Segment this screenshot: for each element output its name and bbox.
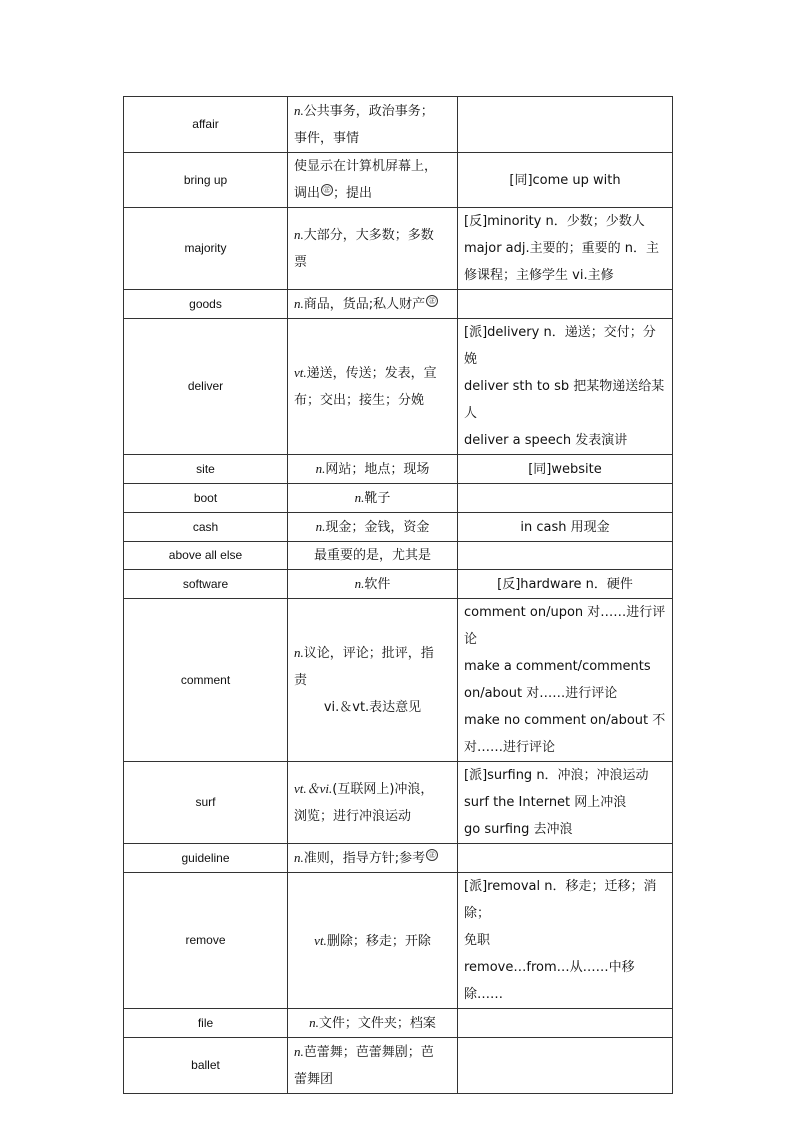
note-text: [派]delivery n．递送；交付；分娩 xyxy=(464,325,656,367)
pos-label: n. xyxy=(294,103,304,118)
pos-label: vt.＆vi. xyxy=(294,781,333,796)
table-row xyxy=(124,97,673,153)
meaning-cell xyxy=(288,1009,458,1038)
meaning-cell xyxy=(288,599,458,762)
note-cell xyxy=(458,153,673,208)
table-row xyxy=(124,153,673,208)
meaning-cell xyxy=(288,319,458,455)
meaning-cell xyxy=(288,97,458,153)
meaning-text: 蕾舞团 xyxy=(294,1072,334,1087)
note-cell xyxy=(458,97,673,153)
note-text: on/about 对……进行评论 xyxy=(464,686,618,701)
note-cell xyxy=(458,570,673,599)
table-row xyxy=(124,290,673,319)
meaning-text: 递送，传送；发表，宣 xyxy=(306,366,437,381)
table-row xyxy=(124,599,673,762)
meaning-text: 议论，评论；批评，指 xyxy=(303,646,434,661)
word-cell: site xyxy=(124,455,288,484)
vocabulary-table xyxy=(123,96,673,1094)
table-row xyxy=(124,513,673,542)
meaning-cell xyxy=(288,208,458,290)
meaning-cell xyxy=(288,762,458,844)
pos-label: n. xyxy=(315,461,326,476)
meaning-text: 使显示在计算机屏幕上， xyxy=(294,159,438,174)
pos-label: n. xyxy=(294,1044,304,1059)
note-text: comment on/upon 对……进行评 xyxy=(464,605,666,620)
pos-label: n. xyxy=(294,850,304,865)
note-cell xyxy=(458,1009,673,1038)
note-cell xyxy=(458,208,673,290)
meaning-text: 公共事务，政治事务； xyxy=(303,104,434,119)
pos-label: n. xyxy=(315,519,326,534)
word-cell: bring up xyxy=(124,153,288,208)
table-row xyxy=(124,319,673,455)
note-text: [派]surfing n．冲浪；冲浪运动 xyxy=(464,768,649,783)
note-text: make no comment on/about 不 xyxy=(464,713,666,728)
table-row xyxy=(124,762,673,844)
word-cell: boot xyxy=(124,484,288,513)
word-cell: majority xyxy=(124,208,288,290)
word-cell: comment xyxy=(124,599,288,762)
note-text: [反]minority n．少数；少数人 xyxy=(464,214,645,229)
meaning-cell xyxy=(288,542,458,570)
note-cell xyxy=(458,873,673,1009)
table-row xyxy=(124,484,673,513)
meaning-text: (互联网上)冲浪， xyxy=(332,782,434,797)
meaning-text: 票 xyxy=(294,255,308,270)
note-cell xyxy=(458,762,673,844)
note-cell xyxy=(458,484,673,513)
note-cell xyxy=(458,319,673,455)
note-cell xyxy=(458,599,673,762)
meaning-text: 事件，事情 xyxy=(294,131,360,146)
note-cell xyxy=(458,1038,673,1094)
note-text: [同]come up with xyxy=(509,172,621,188)
table-row xyxy=(124,1009,673,1038)
pos-label: n. xyxy=(354,490,365,505)
circled-mark-icon: ㊣ xyxy=(321,184,333,196)
note-text: deliver a speech 发表演讲 xyxy=(464,433,628,448)
pos-label: vt. xyxy=(314,932,327,948)
meaning-text: 准则，指导方针;参考 xyxy=(303,851,426,866)
meaning-text: 靴子 xyxy=(364,491,391,506)
note-text: 修课程；主修学生 vi.主修 xyxy=(464,268,614,283)
meaning-cell xyxy=(288,1038,458,1094)
meaning-text: 最重要的是，尤其是 xyxy=(313,548,431,563)
word-cell: guideline xyxy=(124,844,288,873)
meaning-text: 软件 xyxy=(364,577,391,592)
note-text: [同]website xyxy=(528,461,602,477)
word-cell: surf xyxy=(124,762,288,844)
note-cell xyxy=(458,290,673,319)
meaning-text: 文件；文件夹；档案 xyxy=(318,1016,436,1031)
table-row xyxy=(124,542,673,570)
word-cell: goods xyxy=(124,290,288,319)
meaning-text: 现金；金钱，资金 xyxy=(325,520,430,535)
meaning-text: 调出 xyxy=(294,186,321,201)
meaning-text: 浏览；进行冲浪运动 xyxy=(294,809,412,824)
circled-mark-icon: ㊣ xyxy=(426,849,438,861)
table-row xyxy=(124,873,673,1009)
note-cell xyxy=(458,513,673,542)
note-text: remove…from…从……中移除…… xyxy=(464,960,635,1002)
table-row xyxy=(124,844,673,873)
meaning-text: 芭蕾舞；芭蕾舞剧；芭 xyxy=(303,1045,434,1060)
meaning-cell xyxy=(288,484,458,513)
note-cell xyxy=(458,455,673,484)
pos-label: n. xyxy=(294,296,304,311)
note-text: go surfing 去冲浪 xyxy=(464,822,573,837)
meaning-cell xyxy=(288,513,458,542)
meaning-text: 布；交出；接生；分娩 xyxy=(294,393,425,408)
pos-label: n. xyxy=(309,1015,319,1030)
pos-label: vt. xyxy=(294,365,307,380)
meaning-text: ；提出 xyxy=(333,186,373,201)
note-text: deliver sth to sb 把某物递送给某 xyxy=(464,379,665,394)
word-cell: file xyxy=(124,1009,288,1038)
meaning-cell xyxy=(288,844,458,873)
word-cell: above all else xyxy=(124,542,288,570)
note-text: [反]hardware n．硬件 xyxy=(497,576,633,592)
note-text: major adj.主要的；重要的 n．主 xyxy=(464,241,660,256)
note-text: make a comment/comments xyxy=(464,659,651,674)
pos-label: n. xyxy=(354,576,365,591)
table-row xyxy=(124,455,673,484)
meaning-text: 删除；移走；开除 xyxy=(326,933,431,949)
table-row xyxy=(124,208,673,290)
circled-mark-icon: ㊣ xyxy=(426,295,438,307)
note-text: [派]removal n．移走；迁移；消除； xyxy=(464,879,657,921)
word-cell: deliver xyxy=(124,319,288,455)
meaning-text: 责 xyxy=(294,673,308,688)
word-cell: ballet xyxy=(124,1038,288,1094)
word-cell: affair xyxy=(124,97,288,153)
table-row xyxy=(124,1038,673,1094)
meaning-cell xyxy=(288,455,458,484)
meaning-cell xyxy=(288,873,458,1009)
meaning-cell xyxy=(288,153,458,208)
pos-label: n. xyxy=(294,645,304,660)
note-text: 论 xyxy=(464,632,478,647)
meaning-text: 网站；地点；现场 xyxy=(325,462,430,477)
note-text: surf the Internet 网上冲浪 xyxy=(464,795,627,810)
note-text: 对……进行评论 xyxy=(464,740,556,755)
word-cell: remove xyxy=(124,873,288,1009)
table-row xyxy=(124,570,673,599)
meaning-cell xyxy=(288,290,458,319)
meaning-text: vi.＆vt.表达意见 xyxy=(323,700,422,715)
meaning-text: 商品，货品;私人财产 xyxy=(303,297,426,312)
meaning-cell xyxy=(288,570,458,599)
meaning-text: 大部分，大多数；多数 xyxy=(303,228,434,243)
note-cell xyxy=(458,844,673,873)
word-cell: software xyxy=(124,570,288,599)
pos-label: n. xyxy=(294,227,304,242)
word-cell: cash xyxy=(124,513,288,542)
note-text: 人 xyxy=(464,406,478,421)
note-cell xyxy=(458,542,673,570)
note-text: in cash 用现金 xyxy=(520,519,610,535)
note-text: 免职 xyxy=(464,933,491,948)
